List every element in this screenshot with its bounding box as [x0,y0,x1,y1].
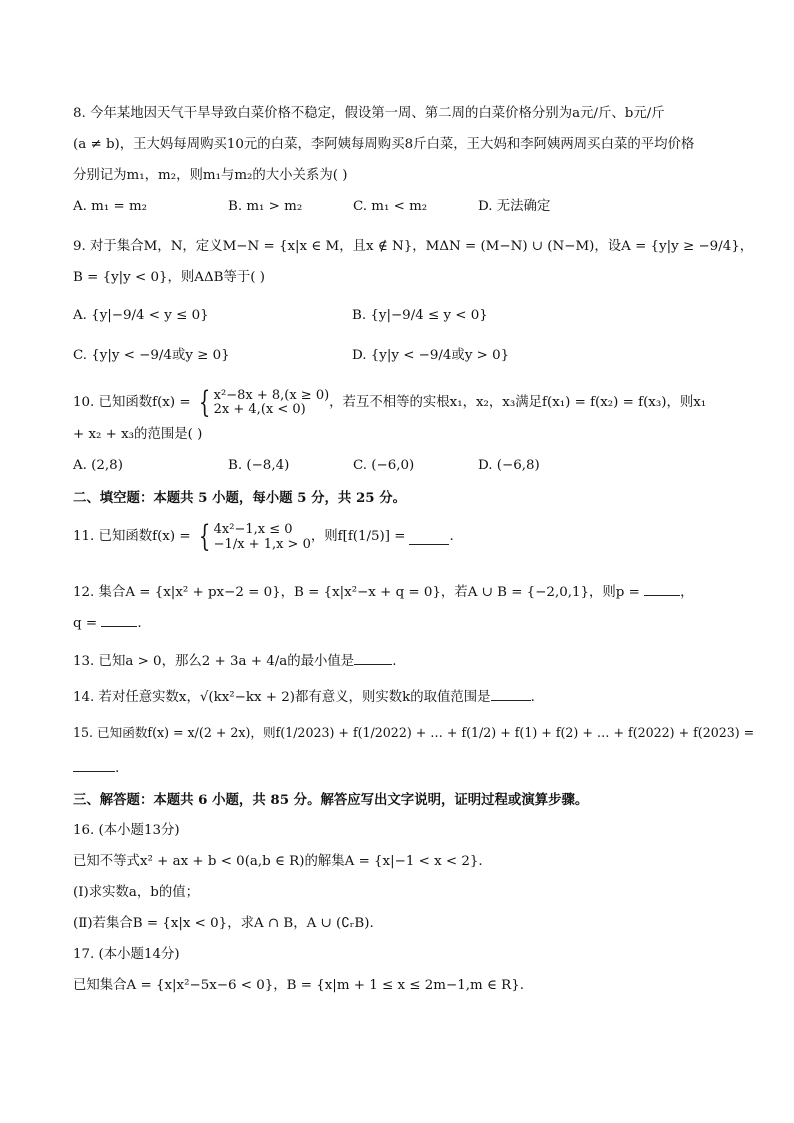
q12-text-1: 12. 集合A = {x|x² + px−2 = 0}，B = {x|x²−x + q = 0}，若A ∪ B = {−2,0,1}，则p = [73,585,645,600]
brace-icon: { [198,385,210,420]
q16-line-1: 已知不等式x² + ax + b < 0(a,b ∈ R)的解集A = {x|−1 < x < 2}. [73,854,483,869]
q15-line-1: 15. 已知函数f(x) = x/(2 + 2x)，则f(1/2023) + f(1/2022) + … + f(1/2) + f(1) + f(2) + … + f(2022) + f(2023) = [73,725,755,740]
q8-choice-a: A. m₁ = m₂ [73,199,148,214]
q17-title: 17. (本小题14分) [73,947,180,962]
q16-part-1: (Ⅰ)求实数a，b的值； [73,885,200,900]
q8-line-1: 8. 今年某地因天气干旱导致白菜价格不稳定，假设第一周、第二周的白菜价格分别为a元/斤、b元/斤 [73,106,665,121]
q11-prefix: 11. 已知函数f(x) = [73,529,191,544]
q11-piecewise [195,519,311,554]
q17-line-1: 已知集合A = {x|x²−5x−6 < 0}，B = {x|m + 1 ≤ x ≤ 2m−1,m ∈ R}. [73,978,524,993]
q10-line-1 [73,385,707,420]
q12-line-1 [73,581,694,603]
q13-answer-blank [354,650,392,665]
q10-cases [214,389,330,417]
q13-text: 13. 已知a > 0，那么2 + 3a + 4/a的最小值是 [73,654,355,669]
q14-end: . [530,690,535,705]
q9-choice-a: A. {y|−9/4 < y ≤ 0} [73,308,209,323]
q14-answer-blank [491,686,531,701]
q10-choice-a: A. (2,8) [73,458,123,473]
brace-icon: { [198,519,210,554]
q14-line [73,686,535,708]
q10-case-1: x²−8x + 8,(x ≥ 0) [213,388,330,403]
q10-choice-b: B. (−8,4) [228,458,290,473]
q10-prefix: 10. 已知函数f(x) = [73,395,191,410]
q13-end: . [392,654,397,669]
q12-line-2 [73,612,142,634]
q8-line-2: (a ≠ b)，王大妈每周购买10元的白菜，李阿姨每周购买8斤白菜，王大妈和李阿姨两周买白菜的平均价格 [73,137,695,152]
q15-end: . [115,761,120,776]
q10-choice-c: C. (−6,0) [353,458,415,473]
q15-line-2 [73,757,119,779]
q12-p-blank [644,581,680,596]
q10-suffix: ，若互不相等的实根x₁，x₂，x₃满足f(x₁) = f(x₂) = f(x₃)，则x₁ [329,395,707,410]
q16-title: 16. (本小题13分) [73,823,180,838]
q11-case-1: 4x²−1,x ≤ 0 [213,522,293,537]
q12-q-blank [101,612,137,627]
q10-case-2: 2x + 4,(x < 0) [213,402,306,417]
q15-answer-blank [73,757,115,772]
q10-piecewise [195,385,330,420]
q8-choice-d: D. 无法确定 [478,199,551,214]
q8-choice-c: C. m₁ < m₂ [353,199,428,214]
q11-line [73,519,454,554]
q9-choice-c: C. {y|y < −9/4或y ≥ 0} [73,348,230,363]
q16-part-2: (Ⅱ)若集合B = {x|x < 0}，求A ∩ B，A ∪ (∁ᵣB). [73,916,374,931]
q12-end-2: . [137,616,142,631]
q12-end-1: ， [680,585,694,600]
q9-line-1: 9. 对于集合M，N，定义M−N = {x|x ∈ M，且x ∉ N}，MΔN = (M−N) ∪ (N−M)，设A = {y|y ≥ −9/4}， [73,239,754,254]
q11-end: . [449,529,454,544]
q11-answer-blank [409,530,449,545]
q12-text-2: q = [73,616,102,631]
q9-line-2: B = {y|y < 0}，则AΔB等于( ) [73,270,265,285]
section-3-heading: 三、解答题：本题共 6 小题，共 85 分。解答应写出文字说明，证明过程或演算步骤。 [73,792,589,808]
q11-cases [214,522,311,552]
q9-choice-d: D. {y|y < −9/4或y > 0} [352,348,510,363]
q9-choice-b: B. {y|−9/4 ≤ y < 0} [352,308,488,323]
q14-text: 14. 若对任意实数x，√(kx²−kx + 2)都有意义，则实数k的取值范围是 [73,690,491,705]
section-2-heading: 二、填空题：本题共 5 小题，每小题 5 分，共 25 分。 [73,490,407,506]
q8-choice-b: B. m₁ > m₂ [228,199,303,214]
q10-choice-d: D. (−6,8) [478,458,540,473]
q11-case-2: −1/x + 1,x > 0 [213,537,311,552]
q11-suffix: ，则f[f(1/5)] = [310,529,406,544]
q13-line [73,650,396,672]
q10-line-2: + x₂ + x₃的范围是( ) [73,427,203,442]
q8-line-3: 分别记为m₁，m₂，则m₁与m₂的大小关系为( ) [73,168,348,183]
